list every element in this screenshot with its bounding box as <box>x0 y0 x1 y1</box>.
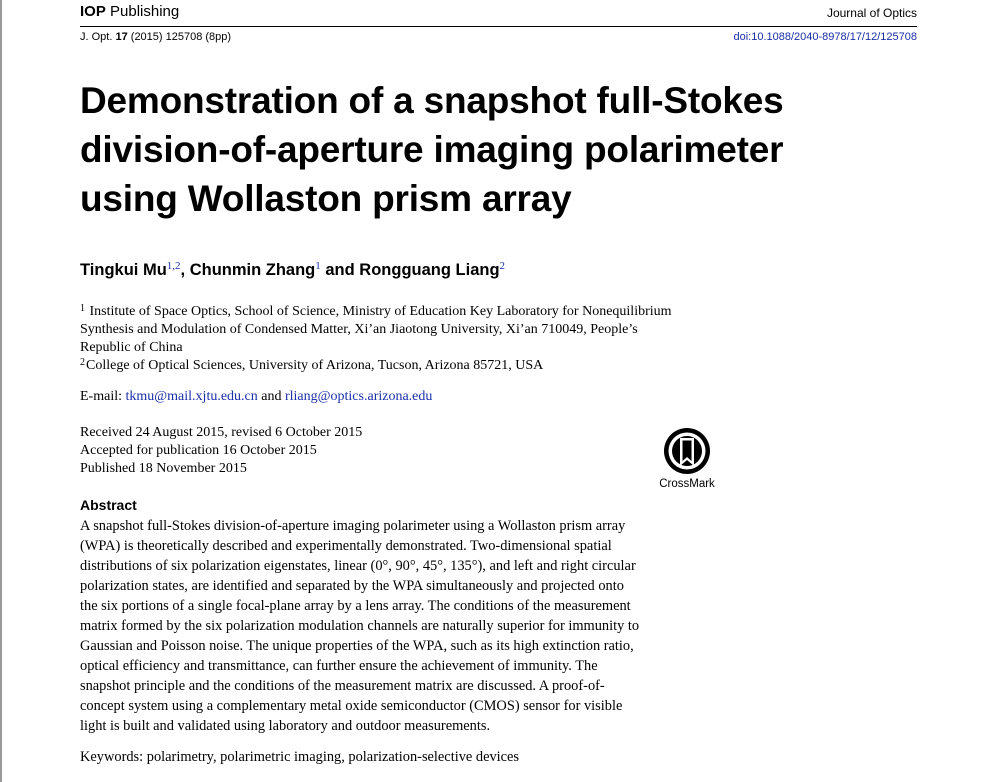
email-link[interactable]: tkmu@mail.xjtu.edu.cn <box>125 389 258 404</box>
publisher-logo: IOP Publishing <box>80 3 180 20</box>
journal-name: Journal of Optics <box>826 6 917 20</box>
citation: J. Opt. 17 (2015) 125708 (8pp) <box>80 31 232 43</box>
affiliation-2: $^2$College of Optical Sciences, University of Arizona, Tucson, Arizona 85721, USA <box>80 357 544 373</box>
published-date: Published 18 November 2015 <box>80 461 247 476</box>
accepted-date: Accepted for publication 16 October 2015 <box>80 443 317 458</box>
author-name: Tingkui Mu <box>80 261 167 279</box>
page-edge-rule <box>0 0 2 782</box>
keywords: Keywords: polarimetry, polarimetric imaging, polarization-selective devices <box>80 749 520 765</box>
author-list <box>80 260 505 280</box>
author-affiliation-link[interactable]: 1,2 <box>166 260 181 272</box>
affiliation-1: $^1$ Institute of Space Optics, School of Science, Ministry of Education Key Laboratory for Nonequilibrium Synthesis and Modulation of Condensed Matter, Xi’an Jiaotong University, Xi’an 710049, People’s Republic of China <box>80 303 672 355</box>
paper-title <box>80 76 784 223</box>
author-separator: , <box>180 261 190 279</box>
doi-link[interactable]: doi:10.1088/2040-8978/17/12/125708 <box>733 31 917 43</box>
author-name: Chunmin Zhang <box>189 261 316 279</box>
author-affiliation-link[interactable]: 2 <box>499 260 506 272</box>
publication-dates <box>80 424 362 478</box>
title-line: division-of-aperture imaging polarimeter <box>80 129 784 170</box>
header-divider <box>80 26 917 27</box>
crossmark-label: CrossMark <box>659 478 715 490</box>
author-separator: and <box>320 261 360 279</box>
author-name: Rongguang Liang <box>359 261 500 279</box>
author-affiliation-link[interactable]: 1 <box>315 260 321 272</box>
affiliation-number: 1 <box>80 303 85 314</box>
title-line: using Wollaston prism array <box>80 178 572 219</box>
affiliation-number: 2 <box>80 357 85 368</box>
email-link[interactable]: rliang@optics.arizona.edu <box>284 389 433 404</box>
abstract-heading: Abstract <box>80 497 137 513</box>
title-line: Demonstration of a snapshot full-Stokes <box>80 80 784 121</box>
email-line: E-mail: tkmu@mail.xjtu.edu.cn and rliang@optics.arizona.edu <box>80 389 433 404</box>
abstract-text: A snapshot full-Stokes division-of-aperture imaging polarimeter using a Wollaston prism array (WPA) is theoretically described and experimentally demonstrated. Two-dimensional spatial distributions of six polarization eigenstates, linear (0°, 90°, 45°, 135°), and left and right circular polarization states, are identified and separated by the WPA simultaneously and projected onto the six portions of a single focal-plane array by a lens array. The conditions of the measurement matrix formed by the six polarization modulation channels are naturally superior for immunity to Gaussian and Poisson noise. The unique properties of the WPA, such as its high extinction ratio, optical efficiency and transmittance, can further ensure the achievement of immunity. The snapshot principle and the conditions of the measurement matrix are discussed. A proof-of- concept system using a complementary metal oxide semiconductor (CMOS) sensor for visible light is built and validated using laboratory and outdoor measurements. <box>80 518 640 734</box>
received-date: Received 24 August 2015, revised 6 October 2015 <box>80 425 363 440</box>
crossmark-icon <box>662 426 712 476</box>
crossmark-badge[interactable] <box>657 426 717 490</box>
